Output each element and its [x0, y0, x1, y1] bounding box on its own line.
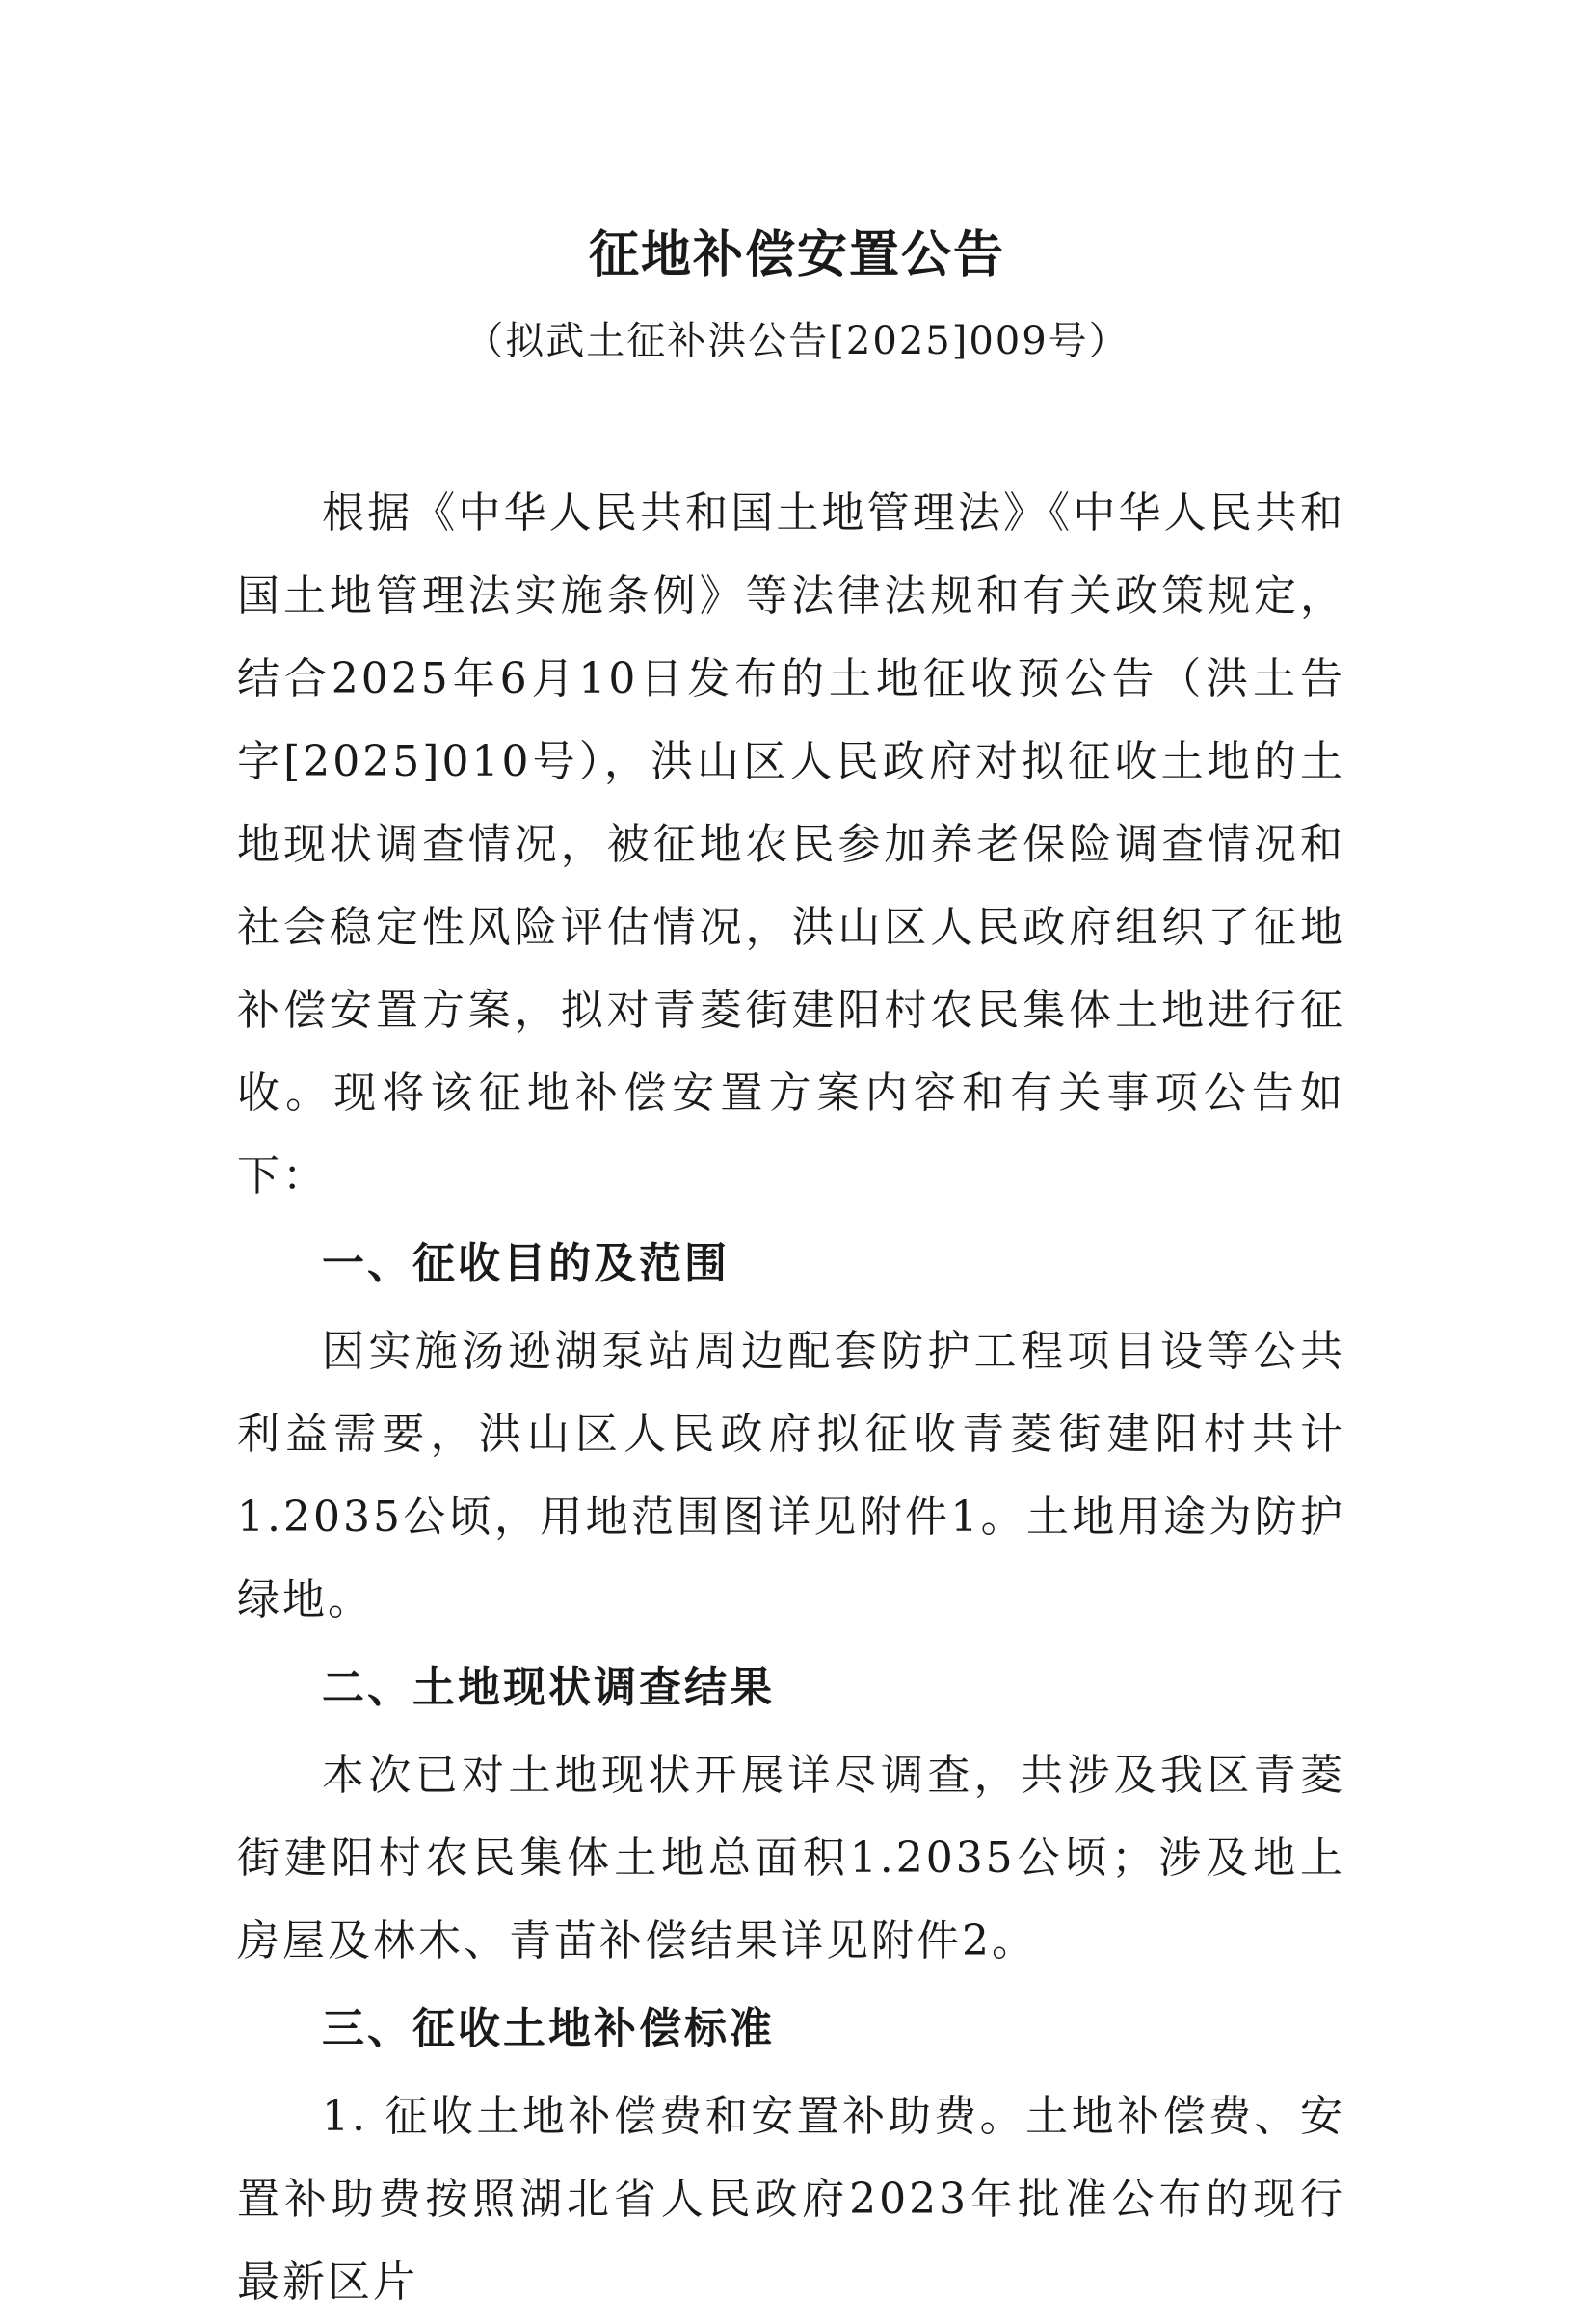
document-number: （拟武土征补洪公告[2025]009号） — [465, 319, 1129, 363]
intro-paragraph: 根据《中华人民共和国土地管理法》《中华人民共和国土地管理法实施条例》等法律法规和有关政策规定，结合2025年6月10日发布的土地征收预公告（洪土告字[2025]010号），洪山区人民政府对拟征收土地的土地现状调查情况，被征地农民参加养老保险调查情况和社会稳定性风险评估情况，洪山区人民政府组织了征地补偿安置方案，拟对青菱街建阳村农民集体土地进行征收。现将该征地补偿安置方案内容和有关事项公告如下： — [237, 489, 1345, 1201]
document-body — [237, 472, 1345, 2324]
section-paragraph: 因实施汤逊湖泵站周边配套防护工程项目设等公共利益需要，洪山区人民政府拟征收青菱街建阳村共计1.2035公顷，用地范围图详见附件1。土地用途为防护绿地。 — [237, 1327, 1345, 1624]
section-heading: 二、土地现状调查结果 — [322, 1663, 775, 1712]
document-title: 征地补偿安置公告 — [588, 226, 1005, 284]
section-heading: 三、征收土地补偿标准 — [322, 2004, 775, 2053]
section-heading: 一、征收目的及范围 — [322, 1239, 730, 1288]
section-paragraph: 本次已对土地现状开展详尽调查，共涉及我区青菱街建阳村农民集体土地总面积1.2035公顷；涉及地上房屋及林木、青苗补偿结果详见附件2。 — [237, 1751, 1345, 1966]
section-paragraph: 1. 征收土地补偿费和安置补助费。土地补偿费、安置补助费按照湖北省人民政府2023年批准公布的现行最新区片 — [237, 2092, 1345, 2307]
